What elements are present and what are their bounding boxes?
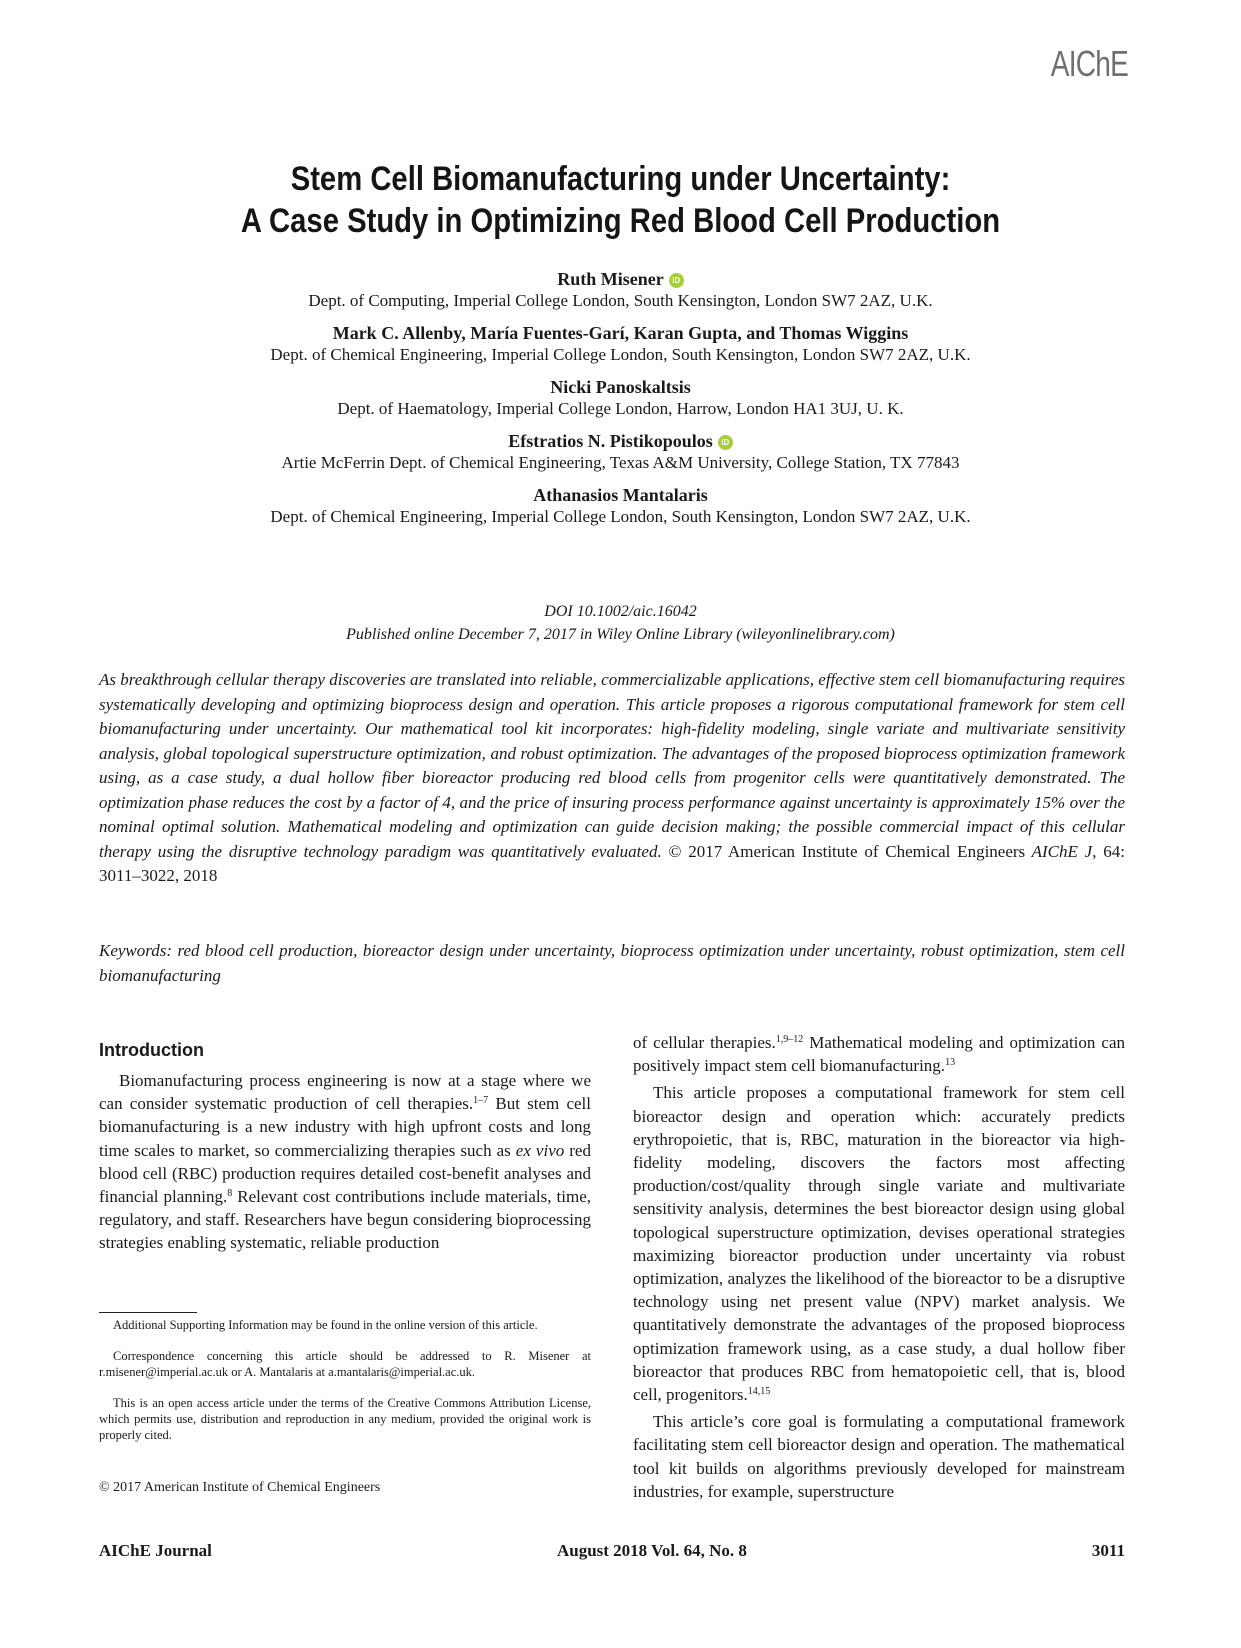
author-affiliation: Dept. of Haematology, Imperial College London, Harrow, London HA1 3UJ, U. K. xyxy=(337,399,904,418)
aiche-logo: AIChE xyxy=(1050,43,1128,84)
orcid-icon[interactable]: iD xyxy=(718,435,733,450)
copyright-notice: © 2017 American Institute of Chemical Engineers xyxy=(99,1480,381,1495)
author-name: Efstratios N. Pistikopoulos iD xyxy=(0,430,1241,452)
author-affiliation: Dept. of Chemical Engineering, Imperial College London, South Kensington, London SW7 2AZ, U.K. xyxy=(270,507,971,526)
footnotes xyxy=(99,1317,591,1458)
title-line-1: Stem Cell Biomanufacturing under Uncertainty: xyxy=(290,160,951,198)
abstract-journal: AIChE J xyxy=(1031,841,1093,861)
author-name: Mark C. Allenby, María Fuentes-Garí, Karan Gupta, and Thomas Wiggins xyxy=(332,323,909,343)
intro-paragraph: This article proposes a computational framework for stem cell bioreactor design and operation which: accurately predicts erythropoietic, that is, RBC, maturation in the bioreactor via high-fidelity modeling, discovers the factors most affecting production/cost/quality through single variate and multivariate sensitivity analysis, determines the best bioreactor design using global topological superstructure optimization, devises operational strategies maximizing bioreactor production under uncertainty via robust optimization, analyzes the likelihood of the bioreactor to be a disruptive technology using net present value (NPV) market analysis. We quantitatively demonstrate the advantages of the proposed bioprocess optimization framework using, as a case study, a dual hollow fiber bioreactor that produces RBC from hematopoietic cell, that is, blood cell, progenitors.$^{14,15}$ xyxy=(633,1083,1125,1405)
title-line-2: A Case Study in Optimizing Red Blood Cell Production xyxy=(240,202,1001,240)
intro-paragraph: Biomanufacturing process engineering is now at a stage where we can consider systematic production of cell therapies.$^{1-7}$ But stem cell biomanufacturing is a new industry with high upfront costs and long time scales to market, so commercializing therapies such as ex vivo red blood cell (RBC) production requires detailed cost-benefit analyses and financial planning.$^8$ Relevant cost contributions include materials, time, regulatory, and staff. Researchers have begun considering bioprocessing strategies enabling systematic, reliable production xyxy=(99,1071,592,1253)
abstract-body: As breakthrough cellular therapy discoveries are translated into reliable, commercializable applications, effective stem cell biomanufacturing requires systematically developing and optimizing bioprocess design and operation. This article proposes a rigorous computational framework for stem cell biomanufacturing under uncertainty. Our mathematical tool kit incorporates: high-fidelity modeling, single variate and multivariate sensitivity analysis, global topological superstructure optimization, and robust optimization. The advantages of the proposed bioprocess optimization framework using, as a case study, a dual hollow fiber bioreactor producing red blood cells from progenitor cells were quantitatively demonstrated. The optimization phase reduces the cost by a factor of 4, and the price of insuring process performance against uncertainty is approximately 15% over the nominal optimal solution. Mathematical modeling and optimization can guide decision making; the possible commercial impact of this cellular therapy using the disruptive technology paradigm was quantitatively evaluated. xyxy=(99,670,1125,861)
abstract-copyright: © 2017 American Institute of Chemical Engineers xyxy=(668,841,1026,861)
keywords: Keywords: red blood cell production, bioreactor design under uncertainty, bioprocess optimization under uncertainty, robust optimization, stem cell biomanufacturing xyxy=(99,941,1125,985)
author-name: Athanasios Mantalaris xyxy=(533,485,708,505)
publication-info xyxy=(0,600,1241,646)
footer-issue: August 2018 Vol. 64, No. 8 xyxy=(556,1541,747,1560)
abstract xyxy=(99,668,1125,889)
intro-paragraph: of cellular therapies.$^{1,9-12}$ Mathematical modeling and optimization can positively impact stem cell biomanufacturing.$^{13}$ xyxy=(633,1033,1125,1076)
author-affiliation: Dept. of Chemical Engineering, Imperial College London, South Kensington, London SW7 2AZ, U.K. xyxy=(270,345,971,364)
section-heading-introduction: Introduction xyxy=(99,1040,204,1060)
page-footer xyxy=(99,1541,1125,1561)
footnote-supporting-info: Additional Supporting Information may be found in the online version of this article. xyxy=(113,1318,538,1332)
footnote-correspondence: Correspondence concerning this article should be addressed to R. Misener at r.misener@imperial.ac.uk or A. Mantalaris at a.mantalaris@imperial.ac.uk. xyxy=(99,1349,591,1379)
footnote-license: This is an open access article under the terms of the Creative Commons Attribution License, which permits use, distribution and reproduction in any medium, provided the original work is properly cited. xyxy=(99,1396,591,1442)
author-list xyxy=(0,268,1241,528)
footnote-divider xyxy=(99,1312,197,1313)
author-affiliation: Artie McFerrin Dept. of Chemical Engineering, Texas A&M University, College Station, TX 77843 xyxy=(281,453,960,472)
published-online: Published online December 7, 2017 in Wiley Online Library (wileyonlinelibrary.com) xyxy=(346,626,895,643)
footer-journal: AIChE Journal xyxy=(99,1541,212,1560)
abstract-citation: , 64: 3011–3022, 2018 xyxy=(99,841,1125,885)
right-column xyxy=(633,1031,1125,1503)
doi[interactable]: DOI 10.1002/aic.16042 xyxy=(544,603,697,620)
author-affiliation: Dept. of Computing, Imperial College London, South Kensington, London SW7 2AZ, U.K. xyxy=(308,291,933,310)
author-name: Nicki Panoskaltsis xyxy=(550,377,691,397)
orcid-icon[interactable]: iD xyxy=(669,273,684,288)
author-name: Ruth Misener iD xyxy=(0,268,1241,290)
article-title xyxy=(87,158,1154,242)
left-column xyxy=(99,1069,591,1255)
intro-paragraph: This article’s core goal is formulating a computational framework facilitating stem cell bioreactor design and operation. The mathematical tool kit builds on algorithms previously developed for mainstream industries, for example, superstructure xyxy=(633,1412,1125,1501)
footer-page-number: 3011 xyxy=(1091,1541,1125,1560)
